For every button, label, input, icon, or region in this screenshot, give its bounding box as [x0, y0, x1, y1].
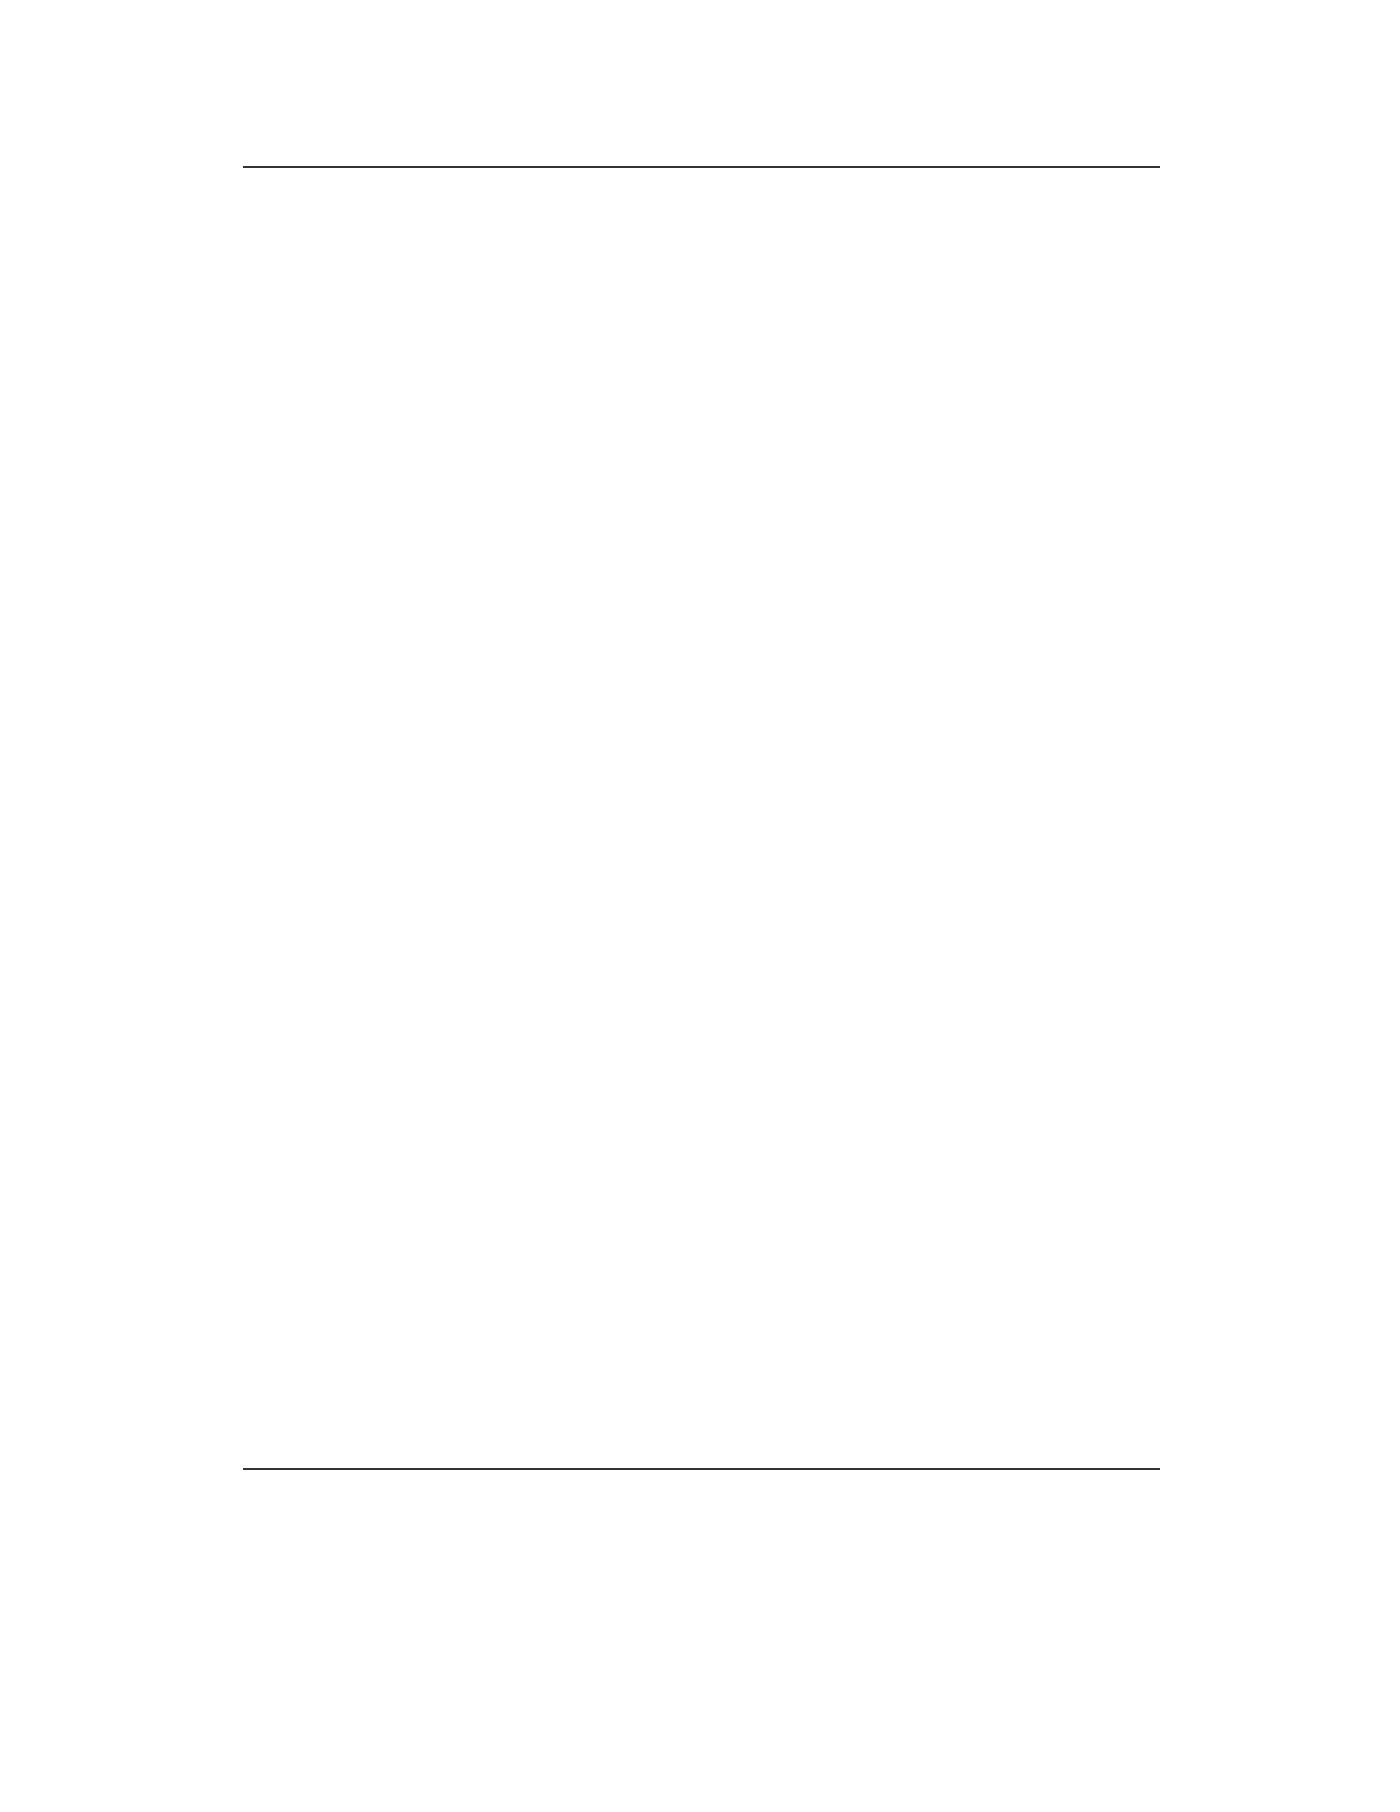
part-heading: [243, 166, 1160, 220]
page-footer: [243, 1468, 1160, 1476]
toc-page: [243, 124, 1160, 220]
